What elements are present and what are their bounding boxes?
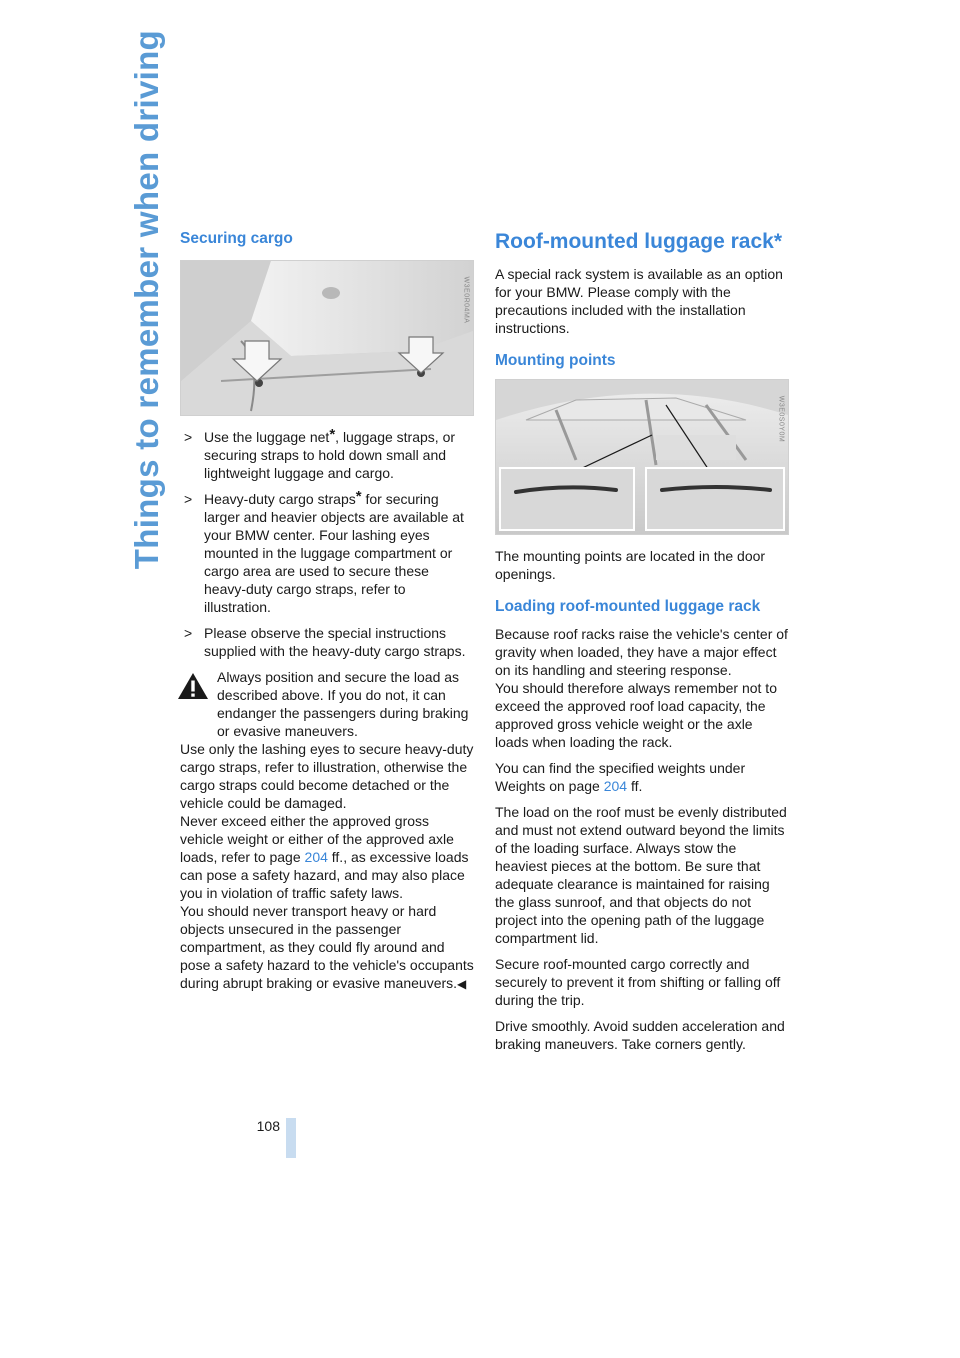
page-link-204[interactable]: 204 <box>603 778 628 794</box>
cargo-illustration <box>181 261 473 415</box>
warning-triangle-icon <box>177 672 209 700</box>
warning-text-4-body: You should never transport heavy or hard objects unsecured in the passenger compartment, as they could fly around and pose a safety hazard to the vehicle's occupants during abrupt braking or evasive maneuvers. <box>180 903 474 991</box>
warning-text-2: Use only the lashing eyes to secure heavy-duty cargo straps, refer to illustration, otherwise the cargo straps could become detached or the vehicle could be damaged. <box>180 741 474 811</box>
warning-text-4 <box>180 902 474 993</box>
roof-rack-heading: Roof-mounted luggage rack* <box>495 230 783 253</box>
mounting-illustration <box>496 380 788 534</box>
cargo-figure <box>180 260 474 416</box>
page-number-bar <box>286 1118 296 1158</box>
list-item <box>180 428 474 482</box>
bullet2-text-rest: for securing larger and heavier objects are available at your BMW center. Four lashing eyes mounted in the luggage compartment or cargo area are used to secure these heavy-duty cargo straps, refer to illustration. <box>204 491 464 615</box>
mounting-points-heading: Mounting points <box>495 352 616 369</box>
bullet2-text: Heavy-duty cargo straps <box>204 491 356 507</box>
bullet-marker: > <box>184 491 193 507</box>
cargo-bullet-list <box>180 428 474 660</box>
mounting-figure <box>495 379 789 535</box>
warning-text-3-pre: Never exceed either the approved gross vehicle weight or either of the approved axle loads, refer to page <box>180 813 454 865</box>
loading-text-5: Drive smoothly. Avoid sudden acceleration and braking maneuvers. Take corners gently. <box>495 1018 785 1052</box>
loading-text-4: Secure roof-mounted cargo correctly and securely to prevent it from shifting or falling off during the trip. <box>495 956 781 1008</box>
right-column <box>495 228 789 1061</box>
bullet-marker: > <box>184 429 193 445</box>
loading-text-2-post: ff. <box>627 778 643 794</box>
list-item <box>180 624 474 660</box>
bullet3-text: Please observe the special instructions supplied with the heavy-duty cargo straps. <box>204 625 466 659</box>
securing-cargo-heading: Securing cargo <box>180 230 293 247</box>
loading-text-1: Because roof racks raise the vehicle's center of gravity when loaded, they have a major effect on its handling and steering response. <box>495 626 788 678</box>
loading-text-1b: You should therefore always remember not to exceed the approved roof load capacity, the approved gross vehicle weight or the axle loads when loading the rack. <box>495 680 777 750</box>
list-item <box>180 490 474 616</box>
page-link-204[interactable]: 204 <box>304 849 328 865</box>
loading-text-2-pre: You can find the specified weights under Weights on page <box>495 760 746 794</box>
bullet1-text: Use the luggage net <box>204 429 330 445</box>
end-marker: ◀ <box>457 977 467 991</box>
warning-text-1: Always position and secure the load as described above. If you do not, it can endanger the passengers during braking or evasive maneuvers. <box>217 669 469 739</box>
loading-text-2 <box>495 759 789 795</box>
figure-code: W3E0S0Y0M <box>777 395 785 443</box>
bullet1-text-rest: , luggage straps, or securing straps to hold down small and lightweight luggage and cargo. <box>204 429 456 481</box>
warning-block <box>180 668 474 993</box>
warning-first-paragraph <box>180 668 474 740</box>
option-star: * <box>329 426 336 443</box>
warning-text-3 <box>180 812 474 902</box>
bullet-marker: > <box>184 625 193 641</box>
left-column <box>180 228 474 993</box>
roof-rack-intro: A special rack system is available as an option for your BMW. Please comply with the precautions included with the installation instructions. <box>495 266 783 336</box>
mounting-text: The mounting points are located in the door openings. <box>495 548 766 582</box>
figure-code: W3E0R04MA <box>462 276 470 324</box>
side-chapter-title <box>118 30 176 1030</box>
loading-heading: Loading roof-mounted luggage rack <box>495 598 761 615</box>
side-chapter-title-text: Things to remember when driving <box>128 30 165 570</box>
loading-text-3: The load on the roof must be evenly distributed and must not extend outward beyond the limits of the loading surface. Always stow the heaviest pieces at the bottom. Be sure that adequate clearance is maintained for raising the glass sunroof, and that objects do not project into the opening path of the luggage compartment lid. <box>495 804 787 946</box>
page-number: 108 <box>256 1118 280 1134</box>
warning-text-3-post: ff., as excessive loads can pose a safety hazard, and may also place you in violation of traffic safety laws. <box>180 849 469 901</box>
option-star: * <box>355 488 362 505</box>
